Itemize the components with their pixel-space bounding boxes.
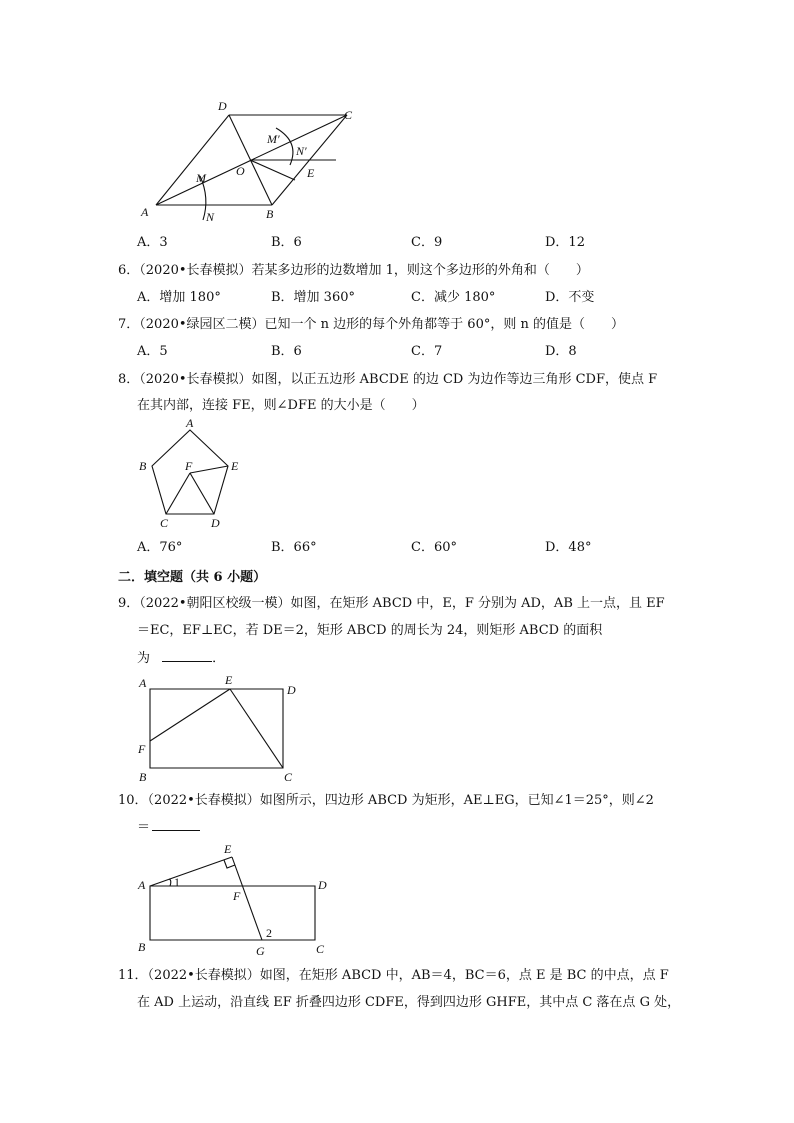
q9-stem-end: ． [212,651,226,666]
q9-label-B: B [139,770,147,784]
q9-stem-line2: ＝EC，EF⊥EC，若 DE＝2，矩形 ABCD 的周长为 24，则矩形 ABCD 的面积 [137,623,603,638]
q11-stem-line2: 在 AD 上运动，沿直线 EF 折叠四边形 CDFE，得到四边形 GHFE，其中点 C 落在点 G 处， [137,995,681,1010]
q6-option-c: C．减少 180° [411,290,496,305]
q8-stem-line2: 在其内部，连接 FE，则∠DFE 的大小是（ ） [137,398,425,413]
q8-option-a: A．76° [137,540,183,555]
q7-stem: 7．（2020•绿园区二模）已知一个 n 边形的每个外角都等于 60°，则 n 的值是（ ） [118,317,624,332]
q10-label-D: D [318,878,327,892]
q10-label-G: G [256,944,265,958]
q8-label-D: D [211,516,220,530]
q10-label-F: F [233,889,241,903]
q6-stem: 6．（2020•长春模拟）若某多边形的边数增加 1，则这个多边形的外角和（ ） [118,263,589,278]
q8-label-C: C [160,516,169,530]
q5-label-D: D [218,99,227,113]
q5-label-B: B [266,207,274,221]
section-title-fill-in: 二．填空题（共 6 小题） [118,570,267,585]
q10-label-B: B [138,940,146,954]
q9-label-D: D [287,683,296,697]
q5-label-M: M [196,171,206,185]
q10-stem-line1: 10．（2022•长春模拟）如图所示，四边形 ABCD 为矩形，AE⊥EG，已知∠1＝25°，则∠2 [118,793,654,808]
q10-stem-prefix: ＝ [137,820,151,835]
q5-option-b: B．6 [271,235,302,250]
q5-option-c: C．9 [411,235,443,250]
q11-stem-line1: 11．（2022•长春模拟）如图，在矩形 ABCD 中，AB＝4，BC＝6，点 E 是 BC 的中点，点 F [118,968,669,983]
q10-label-C: C [316,942,325,956]
q10-label-angle-1: 1 [174,875,180,889]
q9-label-A: A [139,676,147,690]
q9-label-F: F [138,742,146,756]
q8-option-c: C．60° [411,540,457,555]
q5-label-N: N [206,210,215,224]
q5-label-A: A [141,205,149,219]
q8-stem-line1: 8．（2020•长春模拟）如图，以正五边形 ABCDE 的边 CD 为边作等边三角形 CDF，使点 F [118,372,658,387]
q9-stem-line1: 9．（2022•朝阳区校级一模）如图，在矩形 ABCD 中，E，F 分别为 AD，AB 上一点，且 EF [118,596,665,611]
q8-option-d: D．48° [545,540,592,555]
q7-option-a: A．5 [137,344,168,359]
q6-option-a: A．增加 180° [137,290,221,305]
q7-option-b: B．6 [271,344,302,359]
q6-option-d: D．不变 [545,290,595,305]
q7-option-d: D．8 [545,344,577,359]
q5-label-M-prime: M′ [267,132,280,146]
q10-label-angle-2: 2 [266,926,272,940]
q8-option-b: B．66° [271,540,317,555]
q6-option-b: B．增加 360° [271,290,355,305]
q5-label-N-prime: N′ [296,144,307,158]
q8-label-E: E [231,459,239,473]
q9-label-E: E [225,673,233,687]
q5-option-d: D．12 [545,235,585,250]
q9-stem-prefix: 为 [137,651,151,666]
q8-label-B: B [139,459,147,473]
q10-label-A: A [138,878,146,892]
q5-option-a: A．3 [137,235,168,250]
q10-label-E: E [224,842,232,856]
q8-label-A: A [186,416,194,430]
q5-label-E: E [307,166,315,180]
q9-label-C: C [284,770,293,784]
q5-label-O: O [236,164,245,178]
q5-label-C: C [344,108,353,122]
q7-option-c: C．7 [411,344,443,359]
q8-label-F: F [185,459,193,473]
